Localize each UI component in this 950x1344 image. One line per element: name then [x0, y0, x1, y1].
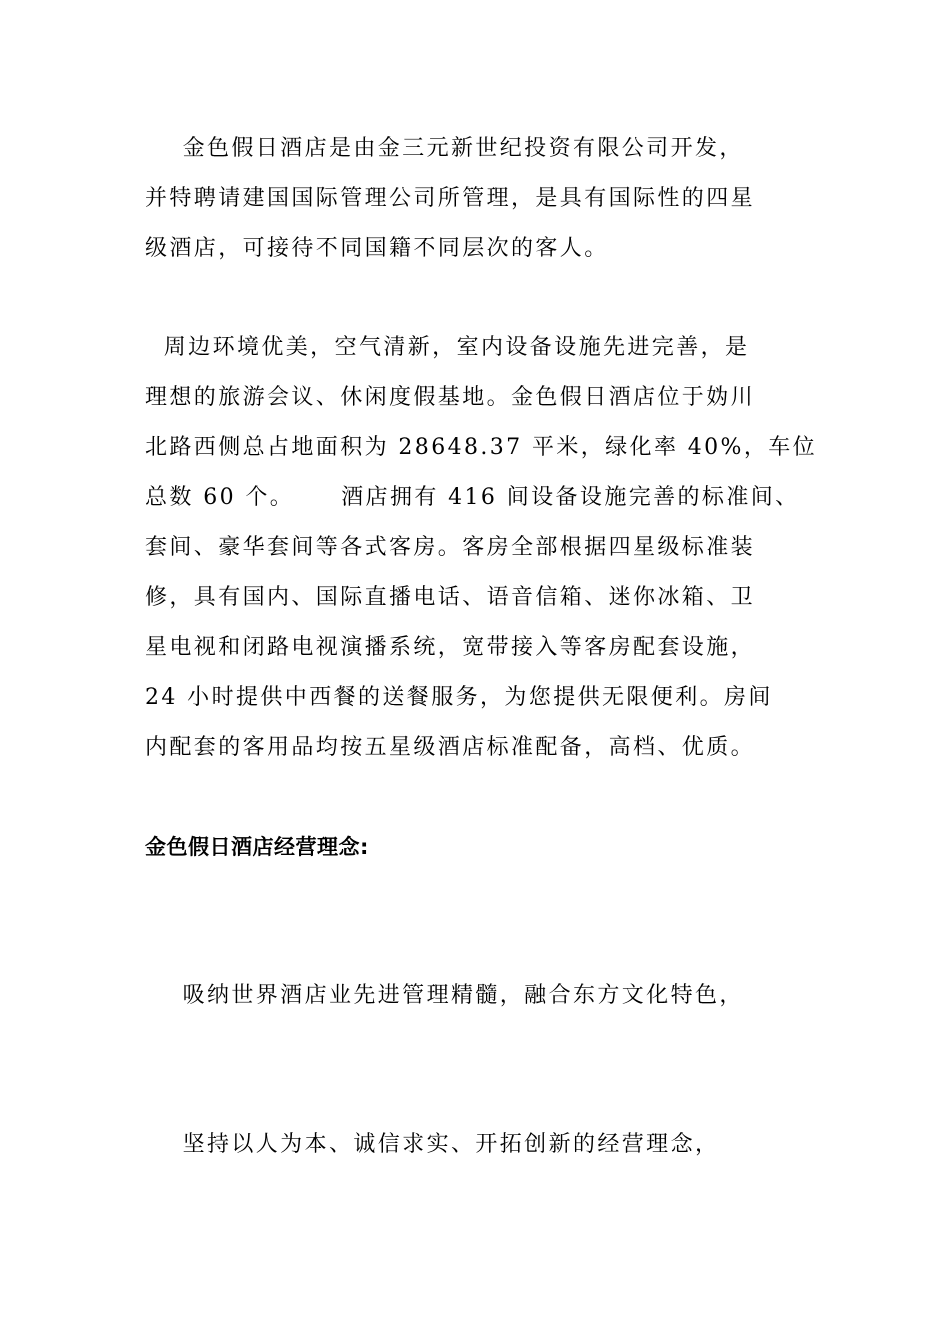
paragraph-line: 周边环境优美，空气清新，室内设备设施先进完善，是 [145, 335, 750, 360]
paragraph-line: 金色假日酒店是由金三元新世纪投资有限公司开发， [145, 136, 744, 161]
principle-line [145, 971, 835, 1021]
facilities-paragraph [145, 323, 835, 773]
paragraph-line: 内配套的客用品均按五星级酒店标准配备，高档、优质。 [145, 735, 756, 760]
paragraph-line: 套间、豪华套间等各式客房。客房全部根据四星级标准装 [145, 535, 756, 560]
paragraph-line: 级酒店，可接待不同国籍不同层次的客人。 [145, 236, 609, 261]
paragraph-line: 修，具有国内、国际直播电话、语音信箱、迷你冰箱、卫 [145, 585, 756, 610]
paragraph-line: 总数 60 个。 酒店拥有 416 间设备设施完善的标准间、 [145, 485, 800, 510]
paragraph-line: 24 小时提供中西餐的送餐服务，为您提供无限便利。房间 [145, 685, 773, 710]
principle-line [145, 1120, 835, 1170]
paragraph-line: 理想的旅游会议、休闲度假基地。金色假日酒店位于妫川 [145, 385, 756, 410]
intro-paragraph [145, 124, 835, 274]
section-heading: 金色假日酒店经营理念: [145, 835, 369, 859]
paragraph-line: 坚持以人为本、诚信求实、开拓创新的经营理念， [145, 1132, 720, 1157]
paragraph-line: 并特聘请建国国际管理公司所管理，是具有国际性的四星 [145, 186, 756, 211]
paragraph-line: 吸纳世界酒店业先进管理精髓，融合东方文化特色， [145, 983, 744, 1008]
paragraph-line: 星电视和闭路电视演播系统，宽带接入等客房配套设施， [145, 635, 756, 660]
paragraph-line: 北路西侧总占地面积为 28648.37 平米，绿化率 40%，车位 [145, 435, 818, 460]
